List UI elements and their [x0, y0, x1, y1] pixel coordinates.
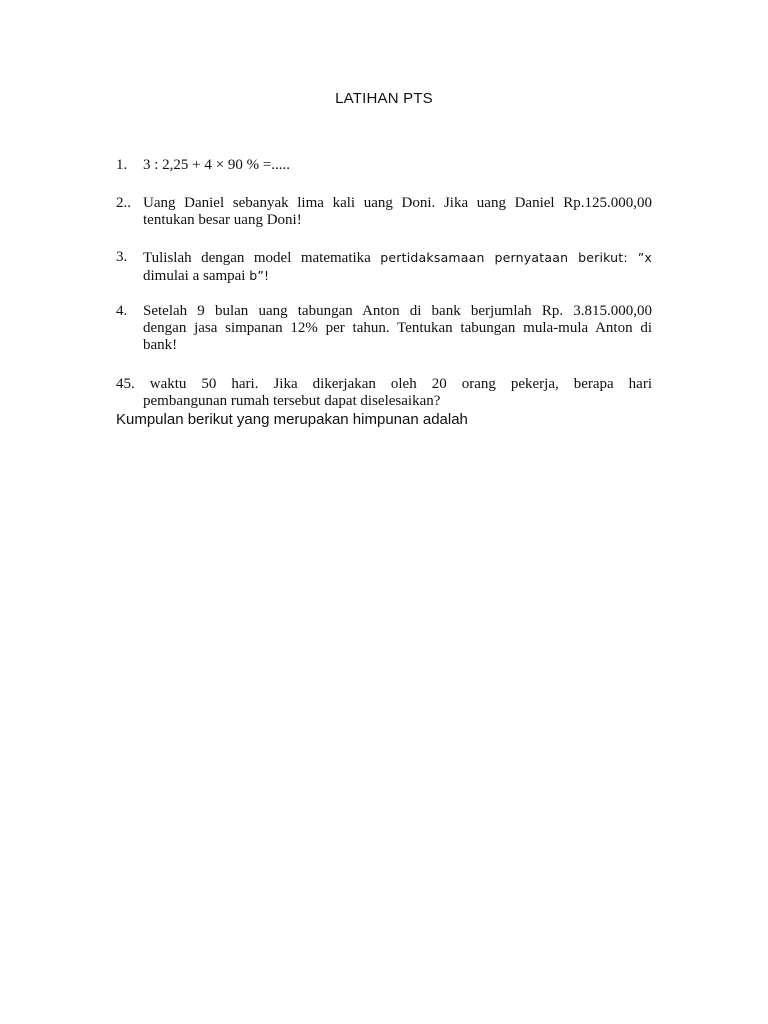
page-title: LATIHAN PTS	[335, 90, 433, 107]
question-number: 4.	[116, 303, 128, 319]
question-1	[116, 157, 652, 174]
question-4	[116, 303, 652, 354]
footer-text: Kumpulan berikut yang merupakan himpunan adalah	[116, 411, 468, 428]
question-text-line-2	[116, 267, 652, 285]
question-text-line-1	[116, 376, 652, 393]
question-text-line-2: pembangunan rumah tersebut dapat diselesaikan?	[143, 393, 441, 409]
question-text-part: dimulai a sampai	[143, 268, 246, 284]
question-text: waktu 50 hari. Jika dikerjakan oleh 20 orang pekerja, berapa hari	[149, 376, 652, 392]
question-text-part-alt-font: b”!	[249, 268, 270, 283]
question-45	[116, 376, 652, 410]
question-text: 3 : 2,25 + 4 × 90 % =.....	[143, 157, 291, 173]
question-text-line-1: Uang Daniel sebanyak lima kali uang Doni. Jika uang Daniel Rp.125.000,00	[143, 195, 652, 211]
question-text-line-2: dengan jasa simpanan 12% per tahun. Tentukan tabungan mula-mula Anton di	[143, 320, 652, 336]
question-2	[116, 195, 652, 229]
question-3	[116, 249, 652, 285]
question-text-part: Tulislah dengan model matematika	[143, 250, 371, 266]
question-text-line-3: bank!	[143, 337, 178, 353]
question-number: 1.	[116, 157, 128, 173]
question-text-line-1: Setelah 9 bulan uang tabungan Anton di bank berjumlah Rp. 3.815.000,00	[143, 303, 652, 319]
question-number: 3.	[116, 249, 128, 265]
question-text-part-alt-font: pertidaksamaan pernyataan berikut: ”x	[380, 250, 652, 265]
question-number: 2..	[116, 195, 131, 211]
question-text-line-1	[116, 249, 652, 267]
question-text-line-2: tentukan besar uang Doni!	[143, 212, 302, 228]
question-number: 45.	[116, 376, 135, 392]
